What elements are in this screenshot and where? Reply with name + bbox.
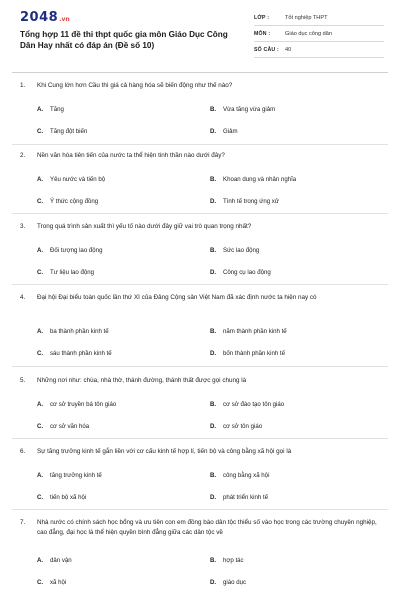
question-divider (12, 284, 388, 285)
option-text: phát triển kinh tế (223, 494, 269, 501)
option-a[interactable] (37, 247, 102, 254)
question-divider (12, 438, 388, 439)
meta-value: 40 (285, 46, 292, 53)
question-1 (20, 81, 388, 139)
option-c[interactable] (37, 579, 66, 586)
question-number: 2. (20, 152, 26, 159)
option-letter: C. (37, 579, 44, 586)
option-a[interactable] (37, 401, 116, 408)
option-letter: C. (37, 128, 44, 135)
option-text: cơ sở văn hóa (50, 423, 90, 430)
option-letter: C. (37, 350, 44, 357)
option-c[interactable] (37, 128, 87, 135)
option-d[interactable] (210, 128, 238, 135)
option-letter: B. (210, 176, 217, 183)
option-letter: D. (210, 494, 217, 501)
option-b[interactable] (210, 106, 275, 113)
question-3 (20, 222, 388, 280)
option-letter: D. (210, 198, 217, 205)
option-text: cơ sở truyền bá tôn giáo (50, 401, 117, 408)
option-c[interactable] (37, 423, 89, 430)
option-b[interactable] (210, 176, 296, 183)
option-b[interactable] (210, 328, 287, 335)
option-c[interactable] (37, 350, 112, 357)
option-letter: D. (210, 350, 217, 357)
option-text: hợp tác (223, 557, 244, 564)
option-letter: A. (37, 328, 44, 335)
option-text: Ý thức cộng đồng (50, 198, 99, 205)
exam-meta-table (254, 10, 384, 58)
option-text: Giảm (223, 128, 238, 135)
option-text: Sức lao động (223, 247, 260, 254)
option-text: Vừa tăng vừa giảm (223, 106, 276, 113)
option-text: năm thành phần kinh tế (223, 328, 287, 335)
meta-value: Tốt nghiệp THPT (285, 14, 328, 21)
option-text: dân vận (50, 557, 72, 564)
question-6 (20, 447, 388, 505)
question-number: 6. (20, 448, 26, 455)
question-4 (20, 293, 388, 357)
option-letter: C. (37, 423, 44, 430)
question-number: 1. (20, 82, 26, 89)
option-a[interactable] (37, 176, 105, 183)
option-b[interactable] (210, 557, 244, 564)
option-text: công bằng xã hội (223, 472, 270, 479)
option-text: Tăng đột biến (50, 128, 88, 135)
option-text: sáu thành phần kinh tế (50, 350, 112, 357)
brand-logo-domain: .vn (59, 16, 70, 23)
option-letter: B. (210, 401, 217, 408)
option-letter: D. (210, 128, 217, 135)
option-text: Tư liệu lao động (50, 269, 95, 276)
meta-label: MÔN : (254, 30, 271, 37)
option-c[interactable] (37, 198, 98, 205)
question-divider (12, 366, 388, 367)
question-divider (12, 509, 388, 510)
question-text: Nhà nước có chính sách học bổng và ưu tiên con em đồng bào dân tộc thiểu số vào học trong các trường chuyên nghiệp, cao đẳng, đại học là thể hiện quyền bình đẳng giữa các dân tộc về (37, 519, 377, 536)
meta-row-grade (254, 10, 384, 26)
option-letter: A. (37, 176, 44, 183)
option-c[interactable] (37, 494, 86, 501)
option-letter: C. (37, 494, 44, 501)
option-a[interactable] (37, 328, 109, 335)
option-letter: D. (210, 423, 217, 430)
option-text: bốn thành phần kinh tế (223, 350, 286, 357)
meta-row-question-count (254, 42, 384, 58)
option-text: tiến bộ xã hội (50, 494, 87, 501)
option-text: tăng trưởng kinh tế (50, 472, 102, 479)
question-2 (20, 151, 388, 209)
option-letter: B. (210, 247, 217, 254)
meta-label: SỐ CÂU : (254, 46, 279, 53)
brand-logo-main: 2048 (20, 10, 59, 25)
question-divider (12, 144, 388, 145)
option-text: ba thành phần kinh tế (50, 328, 109, 335)
option-d[interactable] (210, 198, 279, 205)
option-text: Yêu nước và tiến bộ (50, 176, 106, 183)
question-5 (20, 376, 388, 434)
meta-value: Giáo dục công dân (285, 30, 332, 37)
option-text: Khoan dung và nhân nghĩa (223, 176, 297, 183)
question-number: 5. (20, 377, 26, 384)
question-text: Đại hội Đại biểu toàn quốc lần thứ XI của Đảng Cộng sản Việt Nam đã xác định nước ta hiện nay có (37, 294, 317, 301)
option-letter: C. (37, 269, 44, 276)
option-text: Tăng (50, 106, 64, 113)
meta-row-subject (254, 26, 384, 42)
document-title: Tổng hợp 11 đề thi thpt quốc gia môn Giáo Dục Công Dân Hay nhất có đáp án (Đề số 10) (20, 30, 228, 50)
option-text: cơ sở tôn giáo (223, 423, 263, 430)
option-d[interactable] (210, 494, 268, 501)
question-number: 3. (20, 223, 26, 230)
option-letter: B. (210, 328, 217, 335)
option-text: Tình tế trong ứng xử (223, 198, 279, 205)
option-letter: B. (210, 472, 217, 479)
option-d[interactable] (210, 579, 246, 586)
option-a[interactable] (37, 472, 102, 479)
question-text: Khi Cung lớn hơn Cầu thì giá cả hàng hóa sẽ biến động như thế nào? (37, 82, 233, 89)
option-b[interactable] (210, 472, 269, 479)
header-divider (12, 72, 388, 73)
question-number: 7. (20, 519, 26, 526)
option-text: xã hội (50, 579, 67, 586)
option-d[interactable] (210, 269, 271, 276)
option-letter: C. (37, 198, 44, 205)
option-b[interactable] (210, 401, 284, 408)
option-d[interactable] (210, 423, 262, 430)
option-a[interactable] (37, 106, 64, 113)
option-letter: D. (210, 579, 217, 586)
question-7 (20, 518, 388, 586)
option-letter: A. (37, 557, 44, 564)
option-text: Đối tượng lao động (50, 247, 103, 254)
question-number: 4. (20, 294, 26, 301)
option-text: giáo dục (223, 579, 247, 586)
question-text: Nền văn hóa tiên tiến của nước ta thể hiện tinh thần nào dưới đây? (37, 152, 225, 159)
option-letter: B. (210, 106, 217, 113)
question-divider (12, 213, 388, 214)
option-letter: A. (37, 106, 44, 113)
option-letter: A. (37, 472, 44, 479)
option-b[interactable] (210, 247, 259, 254)
question-text: Trong quá trình sản xuất thì yếu tố nào dưới đây giữ vai trò quan trọng nhất? (37, 223, 252, 230)
option-letter: A. (37, 247, 44, 254)
meta-label: LỚP : (254, 14, 270, 21)
option-letter: B. (210, 557, 217, 564)
option-text: Công cụ lao động (223, 269, 271, 276)
option-letter: D. (210, 269, 217, 276)
option-d[interactable] (210, 350, 285, 357)
question-text: Sự tăng trưởng kinh tế gắn liền với cơ cấu kinh tế hợp lí, tiến bộ và công bằng xã hội gọi là (37, 448, 292, 455)
option-c[interactable] (37, 269, 94, 276)
question-text: Những nơi như: chùa, nhà thờ, thánh đường, thánh thất được gọi chung là (37, 377, 247, 384)
option-text: cơ sở đào tạo tôn giáo (223, 401, 285, 408)
option-letter: A. (37, 401, 44, 408)
option-a[interactable] (37, 557, 72, 564)
